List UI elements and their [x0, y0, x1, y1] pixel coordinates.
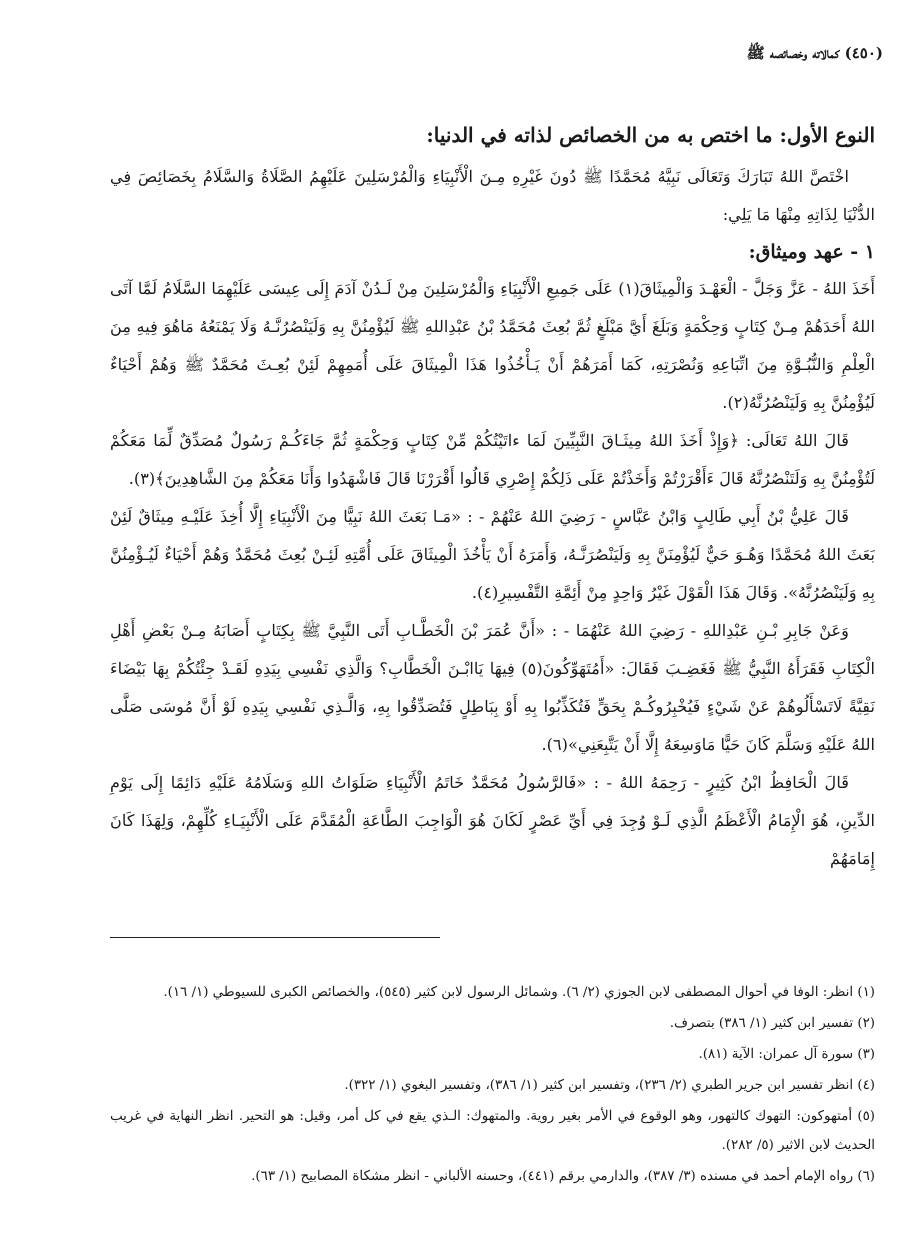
footnote: (٦) رواه الإمام أحمد في مسنده (٣/ ٣٨٧)، والدارمي برقم (٤٤١)، وحسنه الألباني - انظر مشكاة المصابيح (١/ ٦٣).: [251, 1169, 875, 1184]
intro-paragraph: اخْتَصَّ اللهُ تَبَارَكَ وَتَعَالَى نَبِيَّهُ مُحَمَّدًا ﷺ دُونَ غَيْرِهِ مِـنَ الْأَنْبِيَاءِ وَالْمُرْسَلِينَ عَلَيْهِمُ الصَّلَاةُ وَالسَّلَامُ بِخَصَائِصَ فِي الدُّنْيَا لِذَاتِهِ مِنْهَا مَا يَلِي:: [110, 167, 875, 224]
paragraph-covenant: أَخَذَ اللهُ - عَزَّ وَجَلَّ - الْعَهْـدَ وَالْمِيثَاقَ(١) عَلَى جَمِيعِ الْأَنْبِيَاءِ وَالْمُرْسَلِينَ مِنْ لَـدُنْ آدَمَ إِلَى عِيسَى عَلَيْهِمَا السَّلَامُ لَمَّا آتَى اللهُ أَحَدَهُمْ مِـنْ كِتَابٍ وَحِكْمَةٍ وَبَلَغَ أَيَّ مَبْلَغٍ ثُمَّ بُعِثَ مُحَمَّدُ بْنُ عَبْدِاللهِ ﷺ لَيُؤْمِنُنَّ بِهِ وَلَيَنْصُرُنَّـهُ وَلَا يَمْنَعُهُ مَاهُوَ فِيهِ مِنَ الْعِلْمِ وَالنُّبُـوَّةِ مِنَ اتِّبَاعِهِ وَنُصْرَتِهِ، كَمَا أَمَرَهُمْ أَنْ يَـأْخُذُوا هَذَا الْمِيثَاقَ عَلَى أُمَمِهِمْ لَئِنْ بُعِـثَ مُحَمَّدٌ ﷺ وَهُمْ أَحْيَاءٌ لَيُؤْمِنُنَّ بِهِ وَلَيَنْصُرُنَّهُ(٢).: [110, 279, 875, 412]
footnote-divider: [110, 937, 440, 938]
footnote: (٢) تفسير ابن كثير (١/ ٣٨٦) بتصرف.: [669, 1016, 875, 1031]
paragraph-ibn-kathir: قَالَ الْحَافِظُ ابْنُ كَثِيرٍ - رَحِمَهُ اللهُ - : «فَالرَّسُولُ مُحَمَّدٌ خَاتَمُ الْأَنْبِيَاءِ صَلَوَاتُ اللهِ وَسَلَامُهُ عَلَيْهِ دَائِمًا إِلَى يَوْمِ الدِّينِ، هُوَ الْإِمَامُ الْأَعْظَمُ الَّذِي لَـوْ وُجِدَ فِي أَيِّ عَصْرٍ لَكَانَ هُوَ الْوَاجِبَ الطَّاعَةِ الْمُقَدَّمَ عَلَى الْأَنْبِيَـاءِ كُلِّهِمْ، وَلِهَذَا كَانَ إِمَامَهُمْ: [110, 773, 875, 868]
footnote: (٥) أمتهوكون: التهوك كالتهور، وهو الوقوع في الأمر بغير روية. والمتهوك: الـذي يقع في كل أمر، وقيل: هو التحير. انظر النهاية في غريب الحديث لابن الاثير (٥/ ٢٨٢).: [110, 1109, 875, 1153]
footnote: (١) انظر: الوفا في أحوال المصطفى لابن الجوزي (٢/ ٦). وشمائل الرسول لابن كثير (٥٤٥)، والخصائص الكبرى للسيوطي (١/ ١٦).: [163, 985, 875, 1000]
paragraph-jabir-hadith: وَعَنْ جَابِرِ بْـنِ عَبْدِاللهِ - رَضِيَ اللهُ عَنْهُمَا - : «أَنَّ عُمَرَ بْنَ الْخَطَّـابِ أَتَى النَّبِيَّ ﷺ بِكِتَابٍ أَصَابَهُ مِـنْ بَعْضِ أَهْلِ الْكِتَابِ فَقَرَأَهُ النَّبِيُّ ﷺ فَغَضِـبَ فَقَالَ: «أَمُتَهَوِّكُونَ(٥) فِيهَا يَاابْـنَ الْخَطَّابِ؟ وَالَّذِي نَفْسِي بِيَدِهِ لَقَـدْ جِئْتُكُمْ بِهَا بَيْضَاءَ نَقِيَّةً لَاتَسْأَلُوهُمْ عَنْ شَيْءٍ فَيُخْبِرُوكُـمْ بِحَقٍّ فَتُكَذِّبُوا بِهِ أَوْ بِبَاطِلٍ فَتُصَدِّقُوا بِهِ، وَالَّـذِي نَفْسِي بِيَدِهِ لَوْ أَنَّ مُوسَى صَلَّى اللهُ عَلَيْهِ وَسَلَّمَ كَانَ حَيًّا مَاوَسِعَهُ إِلَّا أَنْ يَتَّبِعَنِي»(٦).: [110, 621, 875, 754]
paragraph-quran-verse: قَالَ اللهُ تَعَالَى: ﴿وَإِذْ أَخَذَ اللهُ مِيثَـاقَ النَّبِيِّينَ لَمَا ءاتَيْتُكُمْ مِّنْ كِتَابٍ وَحِكْمَةٍ ثُمَّ جَاءَكُـمْ رَسُولٌ مُصَدِّقٌ لِّمَا مَعَكُمْ لَتُؤْمِنُنَّ بِهِ وَلَتَنْصُرُنَّهُ قَالَ ءَأَقْرَرْتُمْ وَأَخَذْتُمْ عَلَى ذَلِكُمْ إِصْرِي قَالُوا أَقْرَرْنَا قَالَ فَاشْهَدُوا وَأَنَا مَعَكُمْ مِنَ الشَّاهِدِينَ﴾(٣).: [110, 431, 875, 488]
footnotes: [110, 978, 875, 1191]
footnote: (٤) انظر تفسير ابن جرير الطبري (٢/ ٢٣٦)، وتفسير ابن كثير (١/ ٣٨٦)، وتفسير البغوي (١/ ٣٢٢).: [344, 1078, 875, 1093]
subsection-heading: ١ - عهد وميثاق:: [748, 241, 875, 263]
section-heading: النوع الأول: ما اختص به من الخصائص لذاته في الدنيا:: [426, 123, 875, 147]
running-head: (٤٥٠) كمالاته وخصائصه ﷺ: [746, 44, 883, 62]
main-text: [110, 118, 875, 878]
footnote: (٣) سورة آل عمران: الآية (٨١).: [698, 1047, 875, 1062]
paragraph-ali-ibn-abbas: قَالَ عَلِيُّ بْنُ أَبِي طَالِبٍ وَابْنُ عَبَّاسٍ - رَضِيَ اللهُ عَنْهُمْ - : «مَـا بَعَثَ اللهُ نَبِيًّا مِنَ الْأَنْبِيَاءِ إِلَّا أُخِذَ عَلَيْـهِ مِيثَاقٌ لَئِنْ بَعَثَ اللهُ مُحَمَّدًا وَهُـوَ حَيٌّ لَيُؤْمِنَنَّ بِهِ وَلَيَنْصُرَنَّـهُ، وَأَمَرَهُ أَنْ يَأْخُذَ الْمِيثَاقَ عَلَى أُمَّتِهِ لَئِـنْ بُعِثَ مُحَمَّدٌ وَهُمْ أَحْيَاءٌ لَيُـؤْمِنُنَّ بِهِ وَلَيَنْصُرُنَّهُ». وَقَالَ هَذَا الْقَوْلَ غَيْرُ وَاحِدٍ مِنْ أَئِمَّةِ التَّفْسِيرِ(٤).: [110, 507, 875, 602]
